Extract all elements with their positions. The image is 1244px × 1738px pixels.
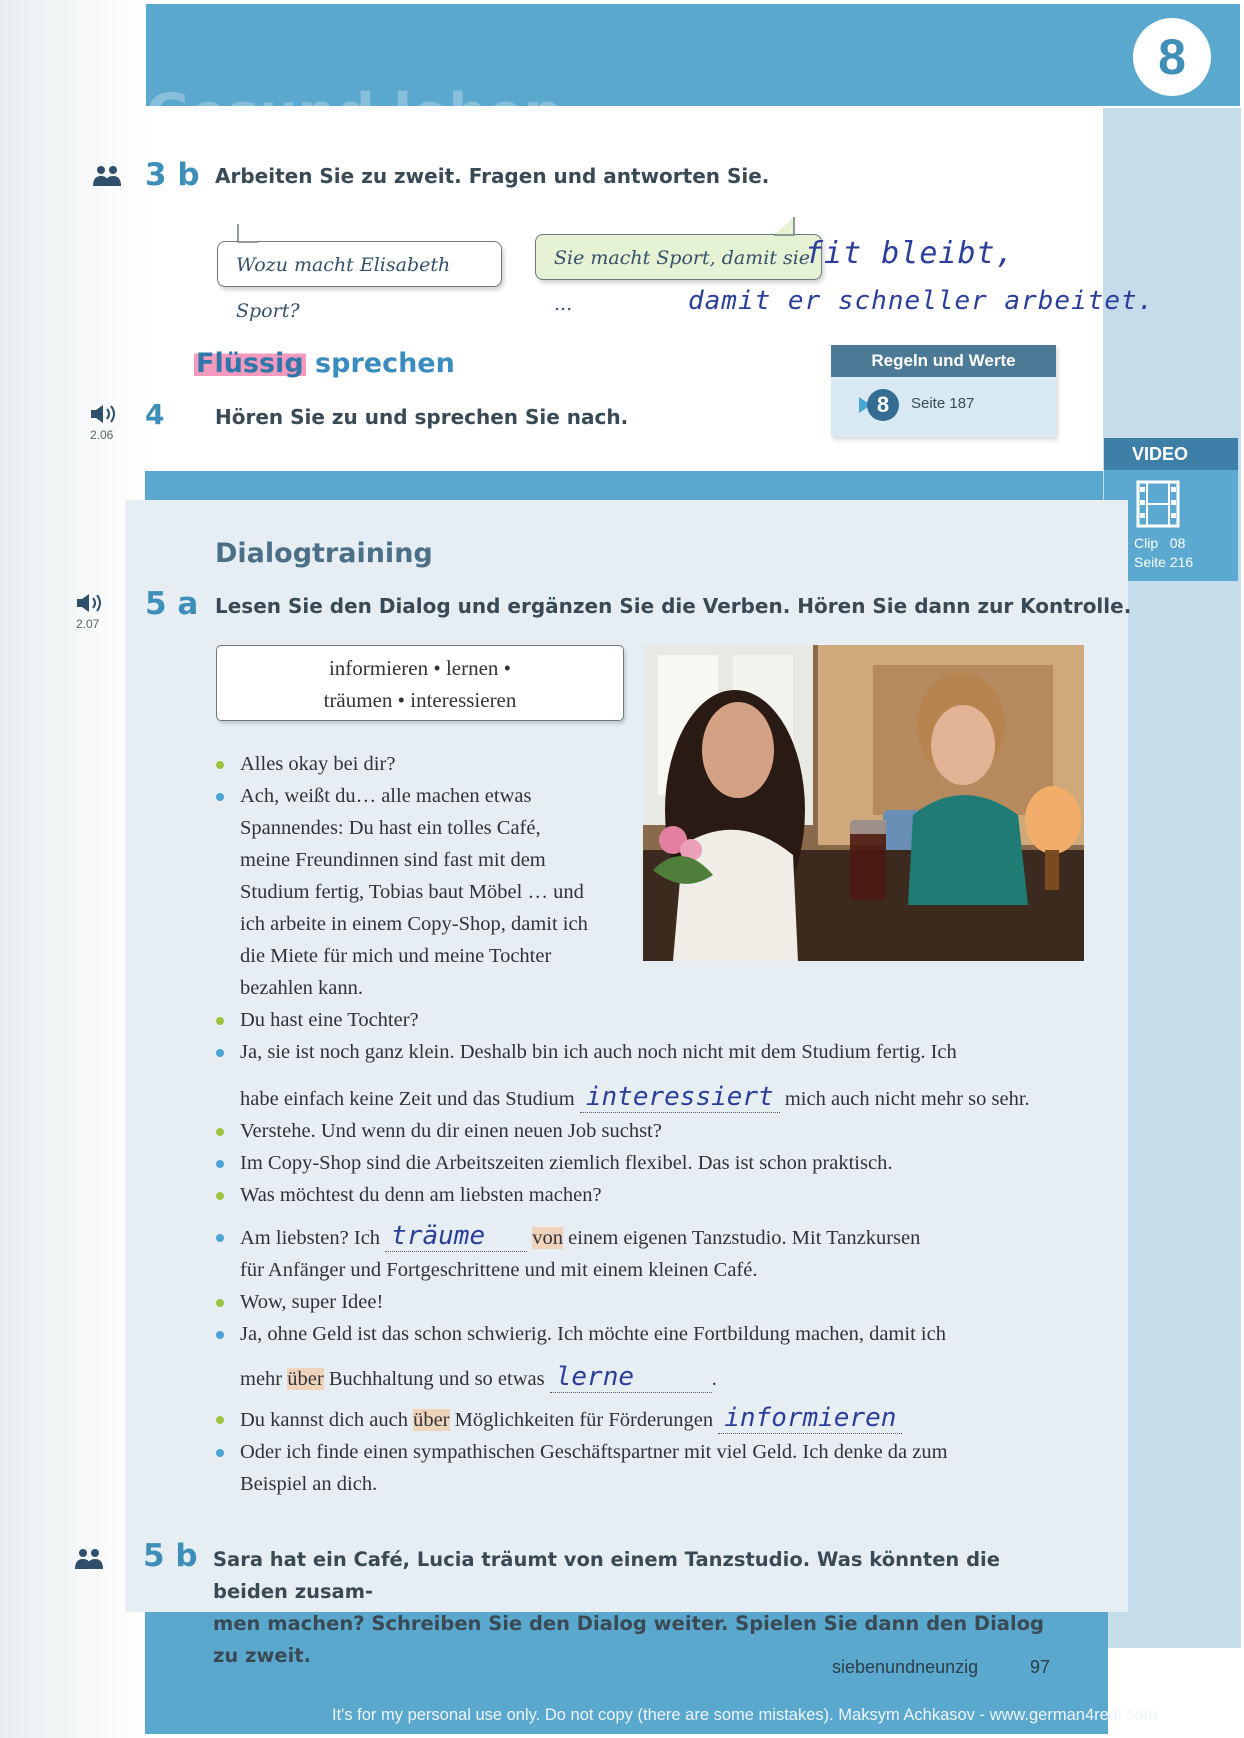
speech-bubble-question (217, 241, 502, 322)
dialogtraining-title: Dialogtraining (215, 538, 433, 569)
exercise-5a-number: 5 a (145, 586, 199, 622)
blue-bullet (216, 1160, 224, 1168)
film-strip-icon (1136, 480, 1180, 528)
blue-bullet (216, 1331, 224, 1339)
green-bullet (216, 1192, 224, 1200)
dialog-line (212, 1318, 1072, 1350)
video-page-label: Seite (1134, 554, 1166, 570)
bubble-tail-right (772, 217, 796, 237)
dialog-line-cont (212, 844, 1072, 876)
line-text: Studium fertig, Tobias baut Möbel … und (240, 881, 584, 903)
dialog-line (212, 1221, 1072, 1254)
line-text: meine Freundinnen sind fast mit dem (240, 849, 546, 871)
line-text: Buchhaltung und so etwas (328, 1368, 545, 1390)
dialog-line-cont (212, 1254, 1072, 1286)
dialog-line-cont (212, 940, 1072, 972)
bubble-tail-left (236, 224, 260, 244)
rules-reference-box[interactable] (831, 345, 1056, 437)
dialog-line (212, 780, 1072, 812)
dialog-line-cont (212, 1468, 1072, 1500)
dialog-line-cont (212, 1082, 1072, 1115)
line-text: die Miete für mich und meine Tochter (240, 945, 552, 967)
wordbox-line-1: informieren • lernen • (328, 656, 512, 680)
line-text: Verstehe. Und wenn du dir einen neuen Job suchst? (240, 1120, 662, 1142)
highlight-von: von (532, 1227, 564, 1249)
chapter-number: 8 (1133, 18, 1211, 96)
speech-bubble-answer (535, 234, 822, 315)
line-text: bezahlen kann. (240, 977, 363, 999)
fluessig-sprechen-heading (194, 348, 455, 379)
dialog-line (212, 748, 1072, 780)
dialog-line (212, 1036, 1072, 1068)
page-number: 97 (1030, 1657, 1051, 1677)
green-bullet (216, 761, 224, 769)
line-text: Im Copy-Shop sind die Arbeitszeiten ziemlich flexibel. Das ist schon praktisch. (240, 1152, 893, 1174)
line-text: mehr (240, 1368, 283, 1390)
clip-label: Clip (1134, 535, 1159, 551)
rules-box-title: Regeln und Werte (831, 345, 1056, 377)
watermark-text: It's for my personal use only. Do not copy (there are some mistakes). Maksym Achkasov - www.german4real.com (332, 1706, 1158, 1724)
dialog-line-cont (212, 908, 1072, 940)
green-bullet (216, 1017, 224, 1025)
fill-blank-informieren[interactable]: informieren (718, 1403, 902, 1434)
pair-work-icon (92, 165, 122, 187)
exercise-4-instruction: Hören Sie zu und sprechen Sie nach. (215, 405, 629, 429)
dialog-line-cont (212, 876, 1072, 908)
green-bullet (216, 1416, 224, 1424)
line-text: Ja, sie ist noch ganz klein. Deshalb bin ich auch noch nicht mit dem Studium fertig. Ich (240, 1041, 957, 1063)
clip-value: 08 (1169, 535, 1186, 551)
dialog-line (212, 1147, 1072, 1179)
line-text: Du hast eine Tochter? (240, 1009, 419, 1031)
line-text: mich auch nicht mehr so sehr. (784, 1088, 1030, 1110)
line-text: Möglichkeiten für Förderungen (454, 1409, 714, 1431)
video-page-value: 216 (1169, 554, 1194, 570)
bubble-answer-text: Sie macht Sport, damit sie ... (554, 247, 811, 315)
wordbox-line-2: träumen • interessieren (323, 688, 517, 712)
dialog-line-cont (212, 1362, 1072, 1395)
line-text: einem eigenen Tanzstudio. Mit Tanzkursen (568, 1227, 921, 1249)
exercise-5b-instruction (213, 1544, 1063, 1672)
rules-page-ref: Seite 187 (911, 395, 975, 412)
line-text: . (711, 1368, 717, 1390)
line-text: Spannendes: Du hast ein tolles Café, (240, 817, 541, 839)
line-text: Ach, weißt du… alle machen etwas (240, 785, 532, 807)
dialog-line (212, 1004, 1072, 1036)
line-text: ich arbeite in einem Copy-Shop, damit ich (240, 913, 588, 935)
blue-bullet (216, 1449, 224, 1457)
video-info (1134, 534, 1193, 572)
green-bullet (216, 1128, 224, 1136)
fill-blank-interessiert[interactable]: interessiert (580, 1082, 780, 1113)
dialog-line (212, 1403, 1072, 1436)
exercise-5b-number: 5 b (143, 1538, 198, 1574)
blue-bullet (216, 1234, 224, 1242)
line-text: Was möchtest du denn am liebsten machen? (240, 1184, 602, 1206)
rules-chapter-badge: 8 (867, 389, 899, 421)
video-label: VIDEO (1104, 438, 1238, 470)
exercise-5b-line-1: Sara hat ein Café, Lucia träumt von einem Tanzstudio. Was könnten die beiden zusam- (213, 1548, 1000, 1603)
heading-rest: sprechen (305, 348, 455, 379)
pair-work-icon-2 (74, 1548, 104, 1570)
line-text: Wow, super Idee! (240, 1291, 384, 1313)
bubble-question-text: Wozu macht Elisabeth Sport? (236, 254, 451, 322)
ghost-chapter-title: Gesund leben (146, 82, 563, 145)
top-header-band (146, 4, 1109, 145)
exercise-3b-number: 3 b (145, 157, 200, 193)
audio-speaker-icon-2[interactable] (76, 593, 106, 613)
dialog-line (212, 1179, 1072, 1211)
line-text: Am liebsten? Ich (240, 1227, 381, 1249)
track-number-5a: 2.07 (76, 617, 100, 631)
fill-blank-lerne[interactable]: lerne (550, 1362, 712, 1393)
page-number-word: siebenundneunzig (832, 1657, 979, 1677)
line-text: für Anfänger und Fortgeschrittene und mit einem kleinen Café. (240, 1259, 758, 1281)
track-number-4: 2.06 (90, 428, 114, 442)
verb-word-box (216, 645, 624, 721)
audio-speaker-icon[interactable] (90, 404, 120, 424)
green-bullet (216, 1299, 224, 1307)
line-text: Ja, ohne Geld ist das schon schwierig. Ich möchte eine Fortbildung machen, damit ich (240, 1323, 946, 1345)
highlight-ueber: über (287, 1368, 324, 1390)
blue-bullet (216, 1049, 224, 1057)
dialog-line-cont (212, 812, 1072, 844)
dialog-line (212, 1115, 1072, 1147)
fill-blank-traeume[interactable]: träume (385, 1221, 527, 1252)
line-text: Du kannst dich auch (240, 1409, 408, 1431)
section-band (145, 471, 1103, 502)
line-text: Alles okay bei dir? (240, 753, 396, 775)
dialog-line-cont (212, 972, 1072, 1004)
line-text: Oder ich finde einen sympathischen Geschäftspartner mit viel Geld. Ich denke da zum (240, 1441, 948, 1463)
exercise-3b-instruction: Arbeiten Sie zu zweit. Fragen und antworten Sie. (215, 164, 770, 188)
dialog-line (212, 1436, 1072, 1468)
blue-bullet (216, 793, 224, 801)
exercise-4-number: 4 (145, 398, 165, 431)
exercise-5b-line-2: men machen? Schreiben Sie den Dialog weiter. Spielen Sie dann den Dialog zu zweit. (213, 1612, 1044, 1667)
line-text: Beispiel an dich. (240, 1473, 378, 1495)
highlight-fluessig: Flüssig (196, 348, 304, 379)
handwriting-answer-2: damit er schneller arbeitet. (688, 286, 1155, 316)
highlight-ueber: über (413, 1409, 450, 1431)
exercise-5a-instruction: Lesen Sie den Dialog und ergänzen Sie die Verben. Hören Sie dann zur Kontrolle. (215, 594, 1132, 618)
line-text: habe einfach keine Zeit und das Studium (240, 1088, 575, 1110)
dialog-text (212, 748, 1072, 1500)
dialog-line (212, 1286, 1072, 1318)
handwriting-answer-1: fit bleibt, (805, 236, 1015, 271)
